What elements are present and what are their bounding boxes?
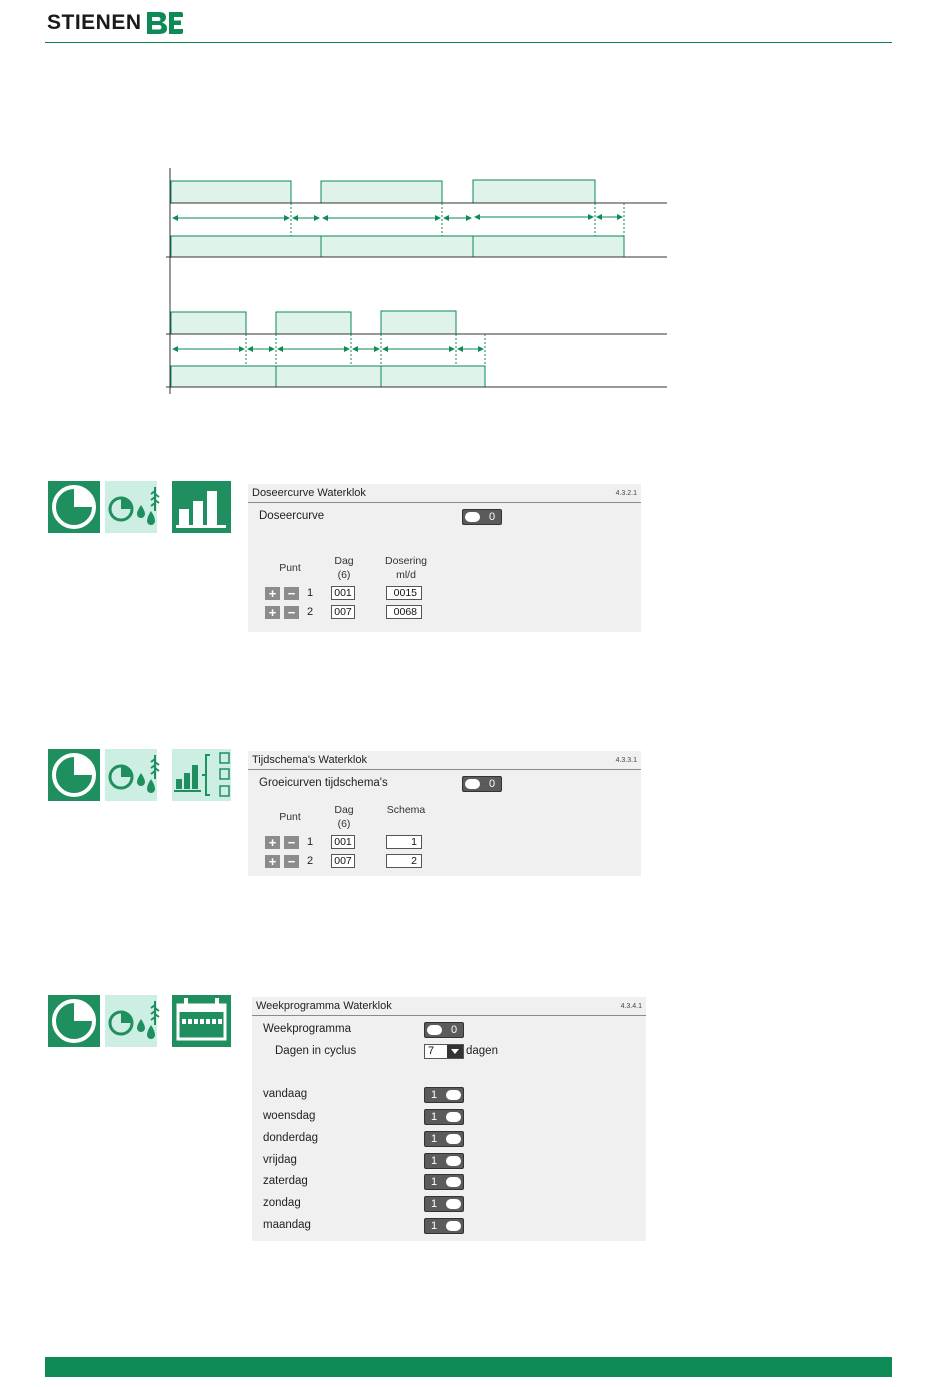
toggle-value: 1 — [431, 1198, 438, 1210]
weekprogramma-panel — [252, 997, 646, 1241]
panel-title: Doseercurve Waterklok — [252, 487, 366, 499]
day-toggle[interactable] — [424, 1174, 464, 1190]
dag-field[interactable]: 001 — [331, 586, 355, 600]
toggle-knob — [446, 1156, 461, 1166]
day-toggle[interactable] — [424, 1131, 464, 1147]
schema-field[interactable]: 1 — [386, 835, 422, 849]
chart-schedule-icon — [172, 749, 231, 801]
toggle-value: 0 — [489, 511, 496, 523]
col-dag-subheader: (6) — [337, 818, 351, 830]
timing-lower — [166, 262, 667, 394]
logo-text: STIENEN — [47, 11, 142, 34]
dosering-field[interactable]: 0068 — [386, 605, 422, 619]
col-dosering-header: Dosering — [384, 555, 428, 567]
col-schema-header: Schema — [386, 804, 426, 816]
col-dag-subheader: (6) — [337, 569, 351, 581]
toggle-knob — [465, 512, 480, 522]
doseercurve-label: Doseercurve — [259, 510, 325, 522]
water-grain-icon — [105, 481, 157, 533]
toggle-value: 1 — [431, 1089, 438, 1101]
col-dag-header: Dag — [334, 804, 354, 816]
minus-button[interactable]: − — [284, 836, 299, 849]
dagen-unit-label: dagen — [466, 1045, 498, 1057]
day-toggle[interactable] — [424, 1109, 464, 1125]
plus-button[interactable]: + — [265, 606, 280, 619]
tijdschemas-panel — [248, 751, 641, 876]
toggle-knob — [427, 1025, 442, 1035]
toggle-knob — [465, 779, 480, 789]
water-grain-icon — [105, 995, 157, 1047]
panel-code: 4.3.3.1 — [615, 757, 637, 764]
day-toggle[interactable] — [424, 1196, 464, 1212]
toggle-knob — [446, 1177, 461, 1187]
day-label: vandaag — [263, 1088, 308, 1100]
punt-number: 2 — [307, 606, 314, 618]
punt-number: 1 — [307, 587, 314, 599]
calendar-icon — [172, 995, 231, 1047]
chevron-down-icon[interactable] — [447, 1045, 463, 1058]
clock-icon — [48, 749, 100, 801]
clock-icon — [48, 481, 100, 533]
day-toggle[interactable] — [424, 1153, 464, 1169]
day-label: zondag — [263, 1197, 301, 1209]
dag-field[interactable]: 001 — [331, 835, 355, 849]
col-dosering-unit: ml/d — [396, 569, 416, 581]
toggle-knob — [446, 1112, 461, 1122]
panel-rule — [248, 502, 641, 503]
col-dag-header: Dag — [334, 555, 354, 567]
schema-field[interactable]: 2 — [386, 854, 422, 868]
plus-button[interactable]: + — [265, 836, 280, 849]
panel-code: 4.3.2.1 — [615, 490, 637, 497]
dosering-field[interactable]: 0015 — [386, 586, 422, 600]
timing-diagram — [0, 0, 950, 400]
dag-field[interactable]: 007 — [331, 854, 355, 868]
day-label: donderdag — [263, 1132, 318, 1144]
timing-upper — [166, 168, 667, 262]
panel-title: Weekprogramma Waterklok — [256, 1000, 392, 1012]
dagen-in-cyclus-select[interactable] — [424, 1044, 464, 1059]
day-label: vrijdag — [263, 1154, 297, 1166]
dag-field[interactable]: 007 — [331, 605, 355, 619]
minus-button[interactable]: − — [284, 587, 299, 600]
water-grain-icon — [105, 749, 157, 801]
plus-button[interactable]: + — [265, 855, 280, 868]
minus-button[interactable]: − — [284, 855, 299, 868]
footer-bar — [45, 1357, 892, 1377]
panel-rule — [248, 769, 641, 770]
toggle-value: 1 — [431, 1220, 438, 1232]
groeicurven-toggle[interactable] — [462, 776, 502, 792]
punt-number: 1 — [307, 836, 314, 848]
col-punt-header: Punt — [279, 562, 301, 574]
plus-button[interactable]: + — [265, 587, 280, 600]
toggle-value: 1 — [431, 1155, 438, 1167]
weekprogramma-label: Weekprogramma — [263, 1023, 351, 1035]
minus-button[interactable]: − — [284, 606, 299, 619]
toggle-value: 1 — [431, 1111, 438, 1123]
panel-code: 4.3.4.1 — [620, 1003, 642, 1010]
select-value: 7 — [428, 1045, 435, 1057]
bar-chart-icon — [172, 481, 231, 533]
toggle-value: 0 — [489, 778, 496, 790]
toggle-value: 1 — [431, 1133, 438, 1145]
day-toggle[interactable] — [424, 1218, 464, 1234]
panel-title: Tijdschema's Waterklok — [252, 754, 367, 766]
day-toggle[interactable] — [424, 1087, 464, 1103]
groeicurven-label: Groeicurven tijdschema's — [259, 777, 388, 789]
dagen-in-cyclus-label: Dagen in cyclus — [275, 1045, 357, 1057]
col-punt-header: Punt — [279, 811, 301, 823]
day-label: maandag — [263, 1219, 311, 1231]
day-label: woensdag — [263, 1110, 316, 1122]
toggle-knob — [446, 1199, 461, 1209]
toggle-knob — [446, 1090, 461, 1100]
day-label: zaterdag — [263, 1175, 308, 1187]
weekprogramma-toggle[interactable] — [424, 1022, 464, 1038]
punt-number: 2 — [307, 855, 314, 867]
toggle-value: 1 — [431, 1176, 438, 1188]
panel-rule — [252, 1015, 646, 1016]
toggle-knob — [446, 1221, 461, 1231]
doseercurve-panel — [248, 484, 641, 632]
toggle-knob — [446, 1134, 461, 1144]
clock-icon — [48, 995, 100, 1047]
toggle-value: 0 — [451, 1024, 458, 1036]
doseercurve-toggle[interactable] — [462, 509, 502, 525]
